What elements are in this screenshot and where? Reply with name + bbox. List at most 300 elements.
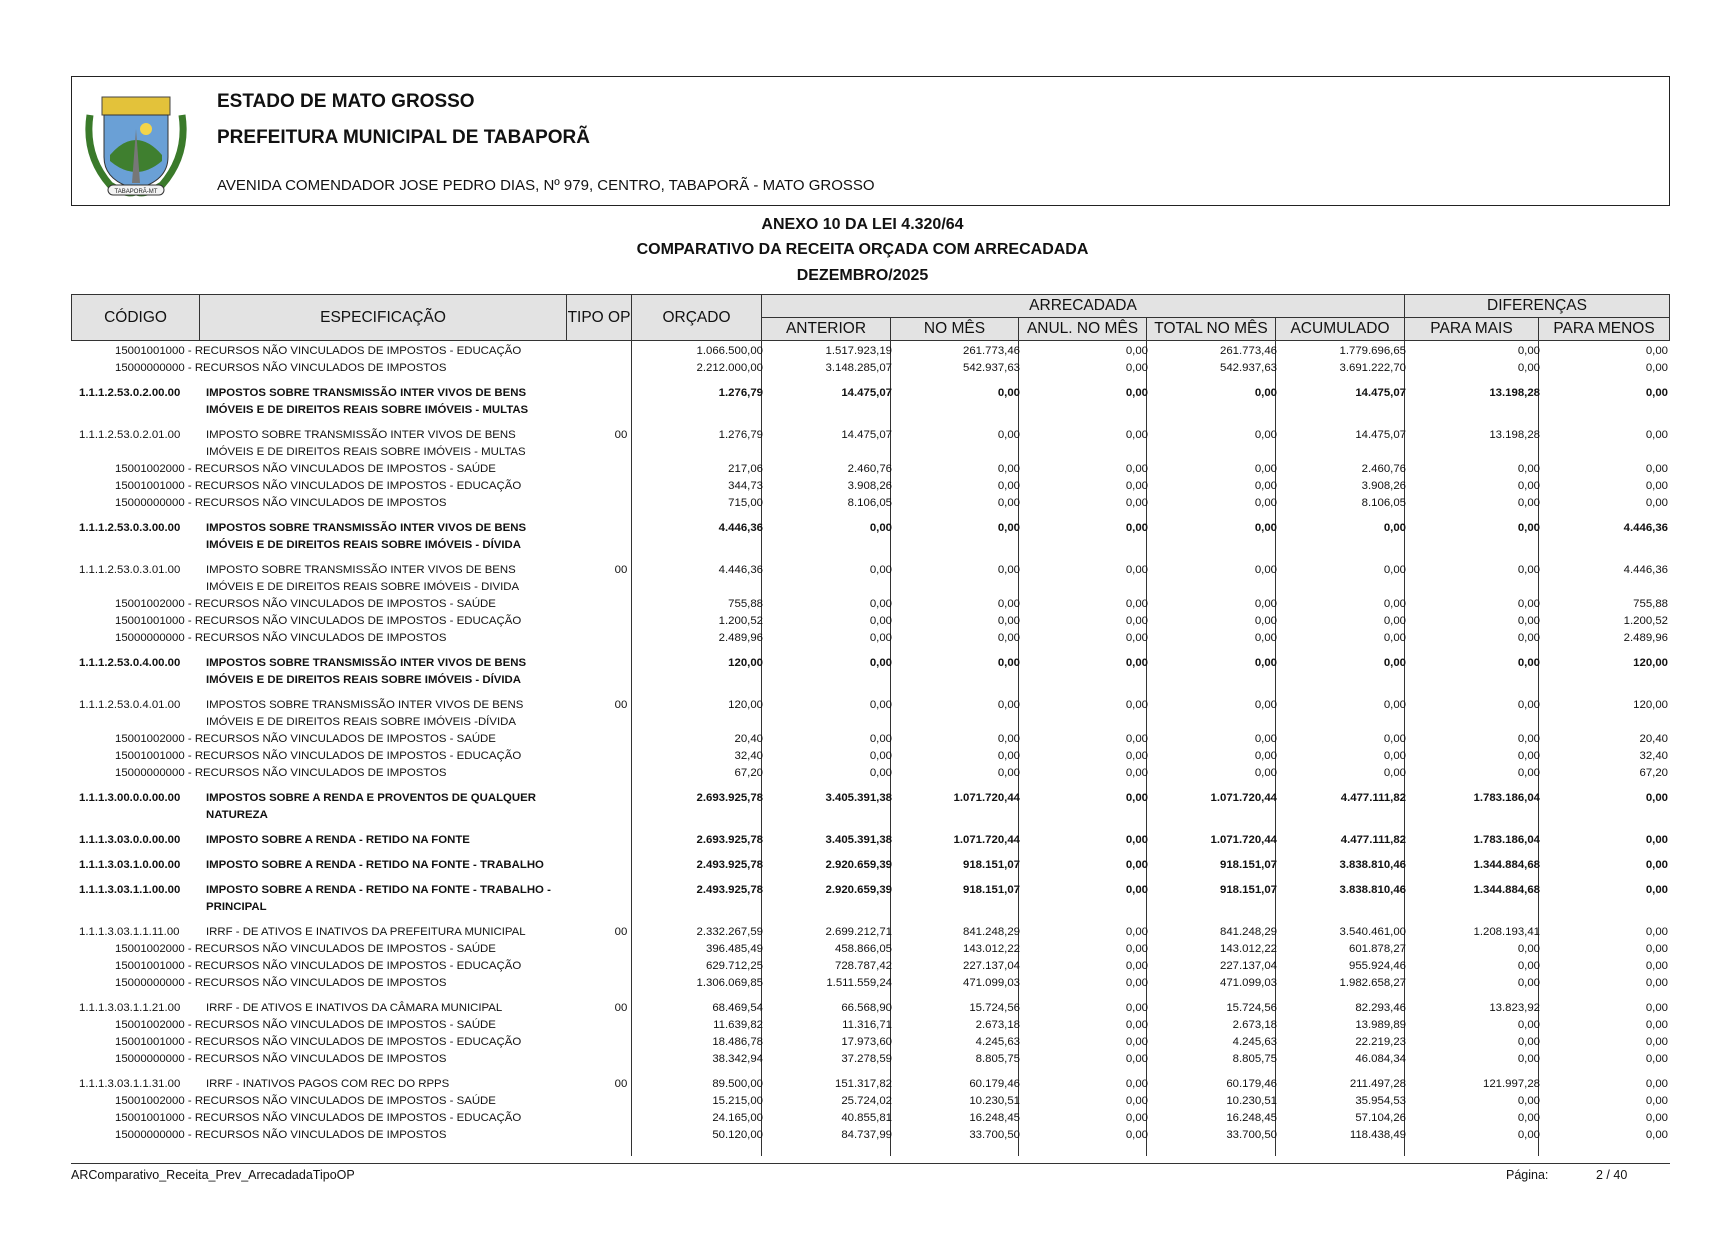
value-cell: 0,00 — [869, 632, 892, 644]
value-cell: 3.405.391,38 — [825, 834, 892, 846]
value-cell: 1.071.720,44 — [1210, 834, 1277, 846]
value-cell: 1.982.658,27 — [1339, 977, 1406, 989]
resource-source-label — [115, 765, 447, 782]
table-row — [71, 697, 1670, 728]
value-cell: 0,00 — [1517, 750, 1540, 762]
value-cell: 261.773,46 — [1219, 345, 1277, 357]
col-acumulado: ACUMULADO — [1275, 317, 1405, 341]
value-cell: 0,00 — [869, 522, 892, 534]
resource-source-label — [115, 958, 521, 975]
col-orcado: ORÇADO — [631, 294, 762, 341]
source-code: 15001002000 — [115, 598, 185, 610]
table-row — [71, 958, 1670, 975]
value-cell: 0,00 — [1125, 564, 1148, 576]
value-cell: 4.245,63 — [1232, 1036, 1277, 1048]
value-cell: 1.344.884,68 — [1473, 884, 1540, 896]
value-cell: 60.179,46 — [1226, 1078, 1277, 1090]
table-row — [71, 924, 1670, 941]
value-cell: 0,00 — [1645, 884, 1668, 896]
value-cell: 715,00 — [728, 497, 763, 509]
value-cell: 0,00 — [1517, 733, 1540, 745]
value-cell: 143.012,22 — [962, 943, 1020, 955]
separator: - — [184, 977, 195, 989]
table-row — [71, 1000, 1670, 1017]
tipo-op-cell: 00 — [614, 699, 628, 711]
value-cell: 0,00 — [1383, 750, 1406, 762]
state-name: ESTADO DE MATO GROSSO — [217, 91, 475, 112]
value-cell: 0,00 — [1517, 1095, 1540, 1107]
value-cell: 16.248,45 — [969, 1112, 1020, 1124]
value-cell: 4.446,36 — [1623, 564, 1668, 576]
separator: - — [184, 632, 195, 644]
account-code: 1.1.1.2.53.0.2.01.00 — [79, 429, 181, 441]
separator: - — [184, 750, 195, 762]
value-cell: 0,00 — [997, 699, 1020, 711]
resource-source-label — [115, 731, 496, 748]
value-cell: 10.230,51 — [969, 1095, 1020, 1107]
value-cell: 4.446,36 — [718, 522, 763, 534]
source-code: 15000000000 — [115, 632, 185, 644]
table-row — [71, 1034, 1670, 1051]
value-cell: 0,00 — [1383, 564, 1406, 576]
value-cell: 68.469,54 — [712, 1002, 763, 1014]
source-code: 15001001000 — [115, 480, 185, 492]
value-cell: 14.475,07 — [1355, 387, 1406, 399]
value-cell: 0,00 — [1254, 463, 1277, 475]
table-row — [71, 857, 1670, 874]
value-cell: 0,00 — [1125, 1019, 1148, 1031]
value-cell: 1.276,79 — [718, 387, 763, 399]
separator: - — [184, 615, 195, 627]
value-cell: 0,00 — [1383, 632, 1406, 644]
value-cell: 33.700,50 — [1226, 1129, 1277, 1141]
value-cell: 0,00 — [1645, 859, 1668, 871]
value-cell: 0,00 — [1383, 522, 1406, 534]
value-cell: 0,00 — [1125, 834, 1148, 846]
separator: - — [184, 345, 195, 357]
col-tipo-op: TIPO OP — [566, 294, 632, 341]
resource-source-label — [115, 1093, 496, 1110]
value-cell: 3.540.461,00 — [1339, 926, 1406, 938]
value-cell: 0,00 — [1645, 1002, 1668, 1014]
value-cell: 918.151,07 — [962, 859, 1020, 871]
value-cell: 2.460,76 — [847, 463, 892, 475]
value-cell: 14.475,07 — [841, 429, 892, 441]
separator: - — [184, 1053, 195, 1065]
col-para-menos: PARA MENOS — [1538, 317, 1670, 341]
value-cell: 0,00 — [1517, 522, 1540, 534]
value-cell: 3.691.222,70 — [1339, 362, 1406, 374]
address: AVENIDA COMENDADOR JOSE PEDRO DIAS, Nº 979, CENTRO, TABAPORÃ - MATO GROSSO — [217, 177, 875, 194]
value-cell: 2.673,18 — [1232, 1019, 1277, 1031]
value-cell: 16.248,45 — [1226, 1112, 1277, 1124]
source-code: 15000000000 — [115, 362, 185, 374]
value-cell: 0,00 — [1125, 1002, 1148, 1014]
account-code: 1.1.1.3.00.0.0.00.00 — [79, 792, 181, 804]
value-cell: 0,00 — [1517, 564, 1540, 576]
col-total-no-mes: TOTAL NO MÊS — [1146, 317, 1276, 341]
table-body — [71, 341, 1670, 1156]
account-spec-continued: IMÓVEIS E DE DIREITOS REAIS SOBRE IMÓVEIS - MULTAS — [206, 446, 526, 458]
value-cell: 2.493.925,78 — [696, 884, 763, 896]
value-cell: 0,00 — [1125, 943, 1148, 955]
account-spec: IRRF - INATIVOS PAGOS COM REC DO RPPS — [206, 1078, 450, 1090]
account-spec: IMPOSTO SOBRE A RENDA - RETIDO NA FONTE - TRABALHO - — [206, 884, 551, 896]
report-title-1: ANEXO 10 DA LEI 4.320/64 — [761, 216, 964, 233]
value-cell: 471.099,03 — [962, 977, 1020, 989]
resource-source-label — [115, 748, 521, 765]
value-cell: 0,00 — [997, 632, 1020, 644]
value-cell: 38.342,94 — [712, 1053, 763, 1065]
account-code: 1.1.1.2.53.0.3.01.00 — [79, 564, 181, 576]
value-cell: 20,40 — [734, 733, 763, 745]
source-code: 15001002000 — [115, 1095, 185, 1107]
account-code: 1.1.1.3.03.1.1.00.00 — [79, 884, 181, 896]
value-cell: 15.724,56 — [969, 1002, 1020, 1014]
value-cell: 0,00 — [1645, 1053, 1668, 1065]
resource-source-label — [115, 461, 496, 478]
value-cell: 0,00 — [1517, 1019, 1540, 1031]
separator: - — [184, 497, 195, 509]
col-especificacao: ESPECIFICAÇÃO — [199, 294, 567, 341]
account-spec-continued: IMÓVEIS E DE DIREITOS REAIS SOBRE IMÓVEIS - DÍVIDA — [206, 674, 521, 686]
table-row — [71, 1127, 1670, 1144]
value-cell: 0,00 — [1254, 480, 1277, 492]
col-para-mais: PARA MAIS — [1404, 317, 1539, 341]
table-row — [71, 520, 1670, 551]
resource-source-label — [115, 1127, 447, 1144]
value-cell: 120,00 — [728, 657, 763, 669]
value-cell: 0,00 — [1645, 345, 1668, 357]
source-spec: RECURSOS NÃO VINCULADOS DE IMPOSTOS - EDUCAÇÃO — [194, 1112, 522, 1124]
value-cell: 118.438,49 — [1349, 1129, 1406, 1141]
value-cell: 0,00 — [1383, 615, 1406, 627]
table-row — [71, 1076, 1670, 1093]
value-cell: 1.306.069,85 — [696, 977, 763, 989]
value-cell: 0,00 — [1125, 497, 1148, 509]
account-spec: IMPOSTO SOBRE A RENDA - RETIDO NA FONTE - TRABALHO — [206, 859, 544, 871]
source-spec: RECURSOS NÃO VINCULADOS DE IMPOSTOS — [194, 632, 447, 644]
value-cell: 2.489,96 — [1623, 632, 1668, 644]
value-cell: 3.838.810,46 — [1339, 859, 1406, 871]
value-cell: 0,00 — [1254, 387, 1277, 399]
value-cell: 841.248,29 — [962, 926, 1020, 938]
source-spec: RECURSOS NÃO VINCULADOS DE IMPOSTOS - EDUCAÇÃO — [194, 750, 522, 762]
table-row — [71, 596, 1670, 613]
value-cell: 0,00 — [997, 387, 1020, 399]
source-spec: RECURSOS NÃO VINCULADOS DE IMPOSTOS — [194, 1053, 447, 1065]
value-cell: 0,00 — [1517, 943, 1540, 955]
value-cell: 0,00 — [1125, 387, 1148, 399]
value-cell: 2.493.925,78 — [696, 859, 763, 871]
value-cell: 0,00 — [997, 480, 1020, 492]
separator: - — [184, 767, 195, 779]
separator: - — [184, 1036, 195, 1048]
account-code: 1.1.1.3.03.1.1.31.00 — [79, 1078, 181, 1090]
value-cell: 0,00 — [1645, 1095, 1668, 1107]
footer-divider — [71, 1163, 1670, 1164]
value-cell: 1.783.186,04 — [1473, 834, 1540, 846]
tipo-op-cell: 00 — [614, 1002, 628, 1014]
value-cell: 10.230,51 — [1226, 1095, 1277, 1107]
value-cell: 0,00 — [1645, 943, 1668, 955]
value-cell: 4.446,36 — [1623, 522, 1668, 534]
value-cell: 0,00 — [869, 767, 892, 779]
source-spec: RECURSOS NÃO VINCULADOS DE IMPOSTOS - SAÚDE — [194, 463, 496, 475]
source-code: 15001001000 — [115, 345, 185, 357]
table-header — [71, 294, 1670, 341]
separator: - — [184, 1129, 195, 1141]
value-cell: 121.997,28 — [1482, 1078, 1540, 1090]
value-cell: 755,88 — [1633, 598, 1668, 610]
value-cell: 0,00 — [1125, 750, 1148, 762]
value-cell: 0,00 — [1254, 429, 1277, 441]
value-cell: 0,00 — [997, 750, 1020, 762]
value-cell: 1.511.559,24 — [826, 977, 892, 989]
value-cell: 0,00 — [1383, 733, 1406, 745]
value-cell: 1.276,79 — [718, 429, 763, 441]
tipo-op-cell: 00 — [614, 1078, 628, 1090]
separator: - — [184, 960, 195, 972]
account-spec: IMPOSTOS SOBRE A RENDA E PROVENTOS DE QUALQUER — [206, 792, 536, 804]
table-row — [71, 1017, 1670, 1034]
table-row — [71, 360, 1670, 377]
source-code: 15000000000 — [115, 497, 185, 509]
value-cell: 0,00 — [1517, 480, 1540, 492]
source-spec: RECURSOS NÃO VINCULADOS DE IMPOSTOS - SAÚDE — [194, 943, 496, 955]
account-spec-continued: PRINCIPAL — [206, 901, 267, 913]
value-cell: 40.855,81 — [841, 1112, 892, 1124]
value-cell: 15.724,56 — [1226, 1002, 1277, 1014]
value-cell: 728.787,42 — [834, 960, 892, 972]
value-cell: 17.973,60 — [841, 1036, 892, 1048]
value-cell: 0,00 — [1517, 1129, 1540, 1141]
value-cell: 0,00 — [1645, 480, 1668, 492]
resource-source-label — [115, 613, 521, 630]
value-cell: 0,00 — [1254, 750, 1277, 762]
table-row — [71, 1093, 1670, 1110]
value-cell: 120,00 — [1633, 699, 1668, 711]
source-code: 15001002000 — [115, 1019, 185, 1031]
value-cell: 0,00 — [1645, 362, 1668, 374]
value-cell: 0,00 — [1383, 767, 1406, 779]
value-cell: 22.219,23 — [1355, 1036, 1406, 1048]
table-row — [71, 562, 1670, 593]
value-cell: 33.700,50 — [969, 1129, 1020, 1141]
value-cell: 14.475,07 — [841, 387, 892, 399]
value-cell: 0,00 — [1645, 1129, 1668, 1141]
source-spec: RECURSOS NÃO VINCULADOS DE IMPOSTOS - SAÚDE — [194, 733, 496, 745]
value-cell: 0,00 — [1254, 767, 1277, 779]
value-cell: 918.151,07 — [962, 884, 1020, 896]
value-cell: 0,00 — [1517, 598, 1540, 610]
account-spec: IMPOSTOS SOBRE TRANSMISSÃO INTER VIVOS DE BENS — [206, 387, 527, 399]
value-cell: 1.344.884,68 — [1473, 859, 1540, 871]
value-cell: 0,00 — [1125, 977, 1148, 989]
value-cell: 0,00 — [997, 598, 1020, 610]
value-cell: 0,00 — [1645, 429, 1668, 441]
value-cell: 3.908,26 — [847, 480, 892, 492]
value-cell: 60.179,46 — [969, 1078, 1020, 1090]
value-cell: 0,00 — [869, 615, 892, 627]
account-code: 1.1.1.2.53.0.2.00.00 — [79, 387, 181, 399]
value-cell: 0,00 — [1645, 834, 1668, 846]
value-cell: 0,00 — [1517, 657, 1540, 669]
value-cell: 20,40 — [1639, 733, 1668, 745]
account-spec: IRRF - DE ATIVOS E INATIVOS DA CÂMARA MUNICIPAL — [206, 1002, 503, 1014]
value-cell: 3.405.391,38 — [825, 792, 892, 804]
value-cell: 18.486,78 — [712, 1036, 763, 1048]
table-row — [71, 630, 1670, 647]
value-cell: 1.208.193,41 — [1473, 926, 1540, 938]
value-cell: 2.699.212,71 — [825, 926, 892, 938]
value-cell: 24.165,00 — [712, 1112, 763, 1124]
table-row — [71, 478, 1670, 495]
value-cell: 0,00 — [997, 767, 1020, 779]
source-spec: RECURSOS NÃO VINCULADOS DE IMPOSTOS — [194, 1129, 447, 1141]
source-code: 15001001000 — [115, 960, 185, 972]
source-spec: RECURSOS NÃO VINCULADOS DE IMPOSTOS - EDUCAÇÃO — [194, 345, 522, 357]
value-cell: 0,00 — [1125, 699, 1148, 711]
value-cell: 0,00 — [997, 463, 1020, 475]
report-name: ARComparativo_Receita_Prev_ArrecadadaTipoOP — [71, 1168, 355, 1182]
resource-source-label — [115, 596, 496, 613]
separator: - — [184, 1095, 195, 1107]
value-cell: 82.293,46 — [1355, 1002, 1406, 1014]
value-cell: 0,00 — [1383, 598, 1406, 610]
value-cell: 918.151,07 — [1219, 859, 1277, 871]
source-spec: RECURSOS NÃO VINCULADOS DE IMPOSTOS — [194, 362, 447, 374]
value-cell: 0,00 — [1254, 564, 1277, 576]
value-cell: 0,00 — [1645, 463, 1668, 475]
value-cell: 0,00 — [1517, 960, 1540, 972]
page-number: 2 / 40 — [1596, 1168, 1628, 1182]
table-row — [71, 882, 1670, 913]
resource-source-label — [115, 975, 447, 992]
account-spec: IMPOSTO SOBRE TRANSMISSÃO INTER VIVOS DE BENS — [206, 429, 516, 441]
source-code: 15000000000 — [115, 1053, 185, 1065]
col-no-mes: NO MÊS — [890, 317, 1019, 341]
value-cell: 0,00 — [997, 615, 1020, 627]
value-cell: 0,00 — [1125, 792, 1148, 804]
value-cell: 0,00 — [1254, 699, 1277, 711]
col-diferencas: DIFERENÇAS — [1404, 294, 1670, 318]
value-cell: 1.071.720,44 — [953, 792, 1020, 804]
value-cell: 542.937,63 — [962, 362, 1020, 374]
table-row — [71, 427, 1670, 458]
source-code: 15001001000 — [115, 615, 185, 627]
value-cell: 955.924,46 — [1348, 960, 1406, 972]
value-cell: 0,00 — [1254, 632, 1277, 644]
value-cell: 0,00 — [1517, 767, 1540, 779]
value-cell: 120,00 — [1633, 657, 1668, 669]
source-spec: RECURSOS NÃO VINCULADOS DE IMPOSTOS - EDUCAÇÃO — [194, 960, 522, 972]
value-cell: 396.485,49 — [705, 943, 763, 955]
resource-source-label — [115, 1034, 521, 1051]
table-row — [71, 343, 1670, 360]
header-box — [71, 76, 1670, 206]
separator: - — [184, 463, 195, 475]
value-cell: 84.737,99 — [841, 1129, 892, 1141]
value-cell: 1.200,52 — [718, 615, 763, 627]
source-code: 15000000000 — [115, 767, 185, 779]
value-cell: 2.693.925,78 — [696, 792, 763, 804]
value-cell: 0,00 — [1125, 767, 1148, 779]
value-cell: 0,00 — [1125, 362, 1148, 374]
value-cell: 0,00 — [1645, 387, 1668, 399]
value-cell: 211.497,28 — [1349, 1078, 1406, 1090]
table-row — [71, 613, 1670, 630]
value-cell: 0,00 — [869, 657, 892, 669]
value-cell: 0,00 — [1383, 699, 1406, 711]
value-cell: 0,00 — [1517, 345, 1540, 357]
value-cell: 0,00 — [1645, 1112, 1668, 1124]
value-cell: 344,73 — [728, 480, 763, 492]
value-cell: 601.878,27 — [1348, 943, 1406, 955]
source-spec: RECURSOS NÃO VINCULADOS DE IMPOSTOS - EDUCAÇÃO — [194, 480, 522, 492]
source-spec: RECURSOS NÃO VINCULADOS DE IMPOSTOS — [194, 767, 447, 779]
value-cell: 0,00 — [1125, 1129, 1148, 1141]
page-label: Página: — [1506, 1168, 1549, 1182]
value-cell: 151.317,82 — [834, 1078, 892, 1090]
value-cell: 0,00 — [1125, 733, 1148, 745]
value-cell: 0,00 — [1517, 362, 1540, 374]
account-spec-continued: IMÓVEIS E DE DIREITOS REAIS SOBRE IMÓVEIS - DÍVIDA — [206, 539, 521, 551]
value-cell: 0,00 — [1125, 884, 1148, 896]
value-cell: 0,00 — [997, 564, 1020, 576]
separator: - — [184, 943, 195, 955]
value-cell: 0,00 — [1517, 977, 1540, 989]
table-row — [71, 765, 1670, 782]
value-cell: 2.489,96 — [718, 632, 763, 644]
col-anterior: ANTERIOR — [761, 317, 891, 341]
report-title-3: DEZEMBRO/2025 — [796, 267, 929, 284]
value-cell: 25.724,02 — [841, 1095, 892, 1107]
value-cell: 32,40 — [1639, 750, 1668, 762]
value-cell: 0,00 — [1254, 598, 1277, 610]
resource-source-label — [115, 1017, 496, 1034]
value-cell: 11.639,82 — [713, 1019, 763, 1031]
value-cell: 3.838.810,46 — [1339, 884, 1406, 896]
account-code: 1.1.1.3.03.1.1.11.00 — [79, 926, 180, 938]
value-cell: 89.500,00 — [712, 1078, 763, 1090]
value-cell: 261.773,46 — [962, 345, 1020, 357]
value-cell: 0,00 — [997, 497, 1020, 509]
value-cell: 0,00 — [1645, 792, 1668, 804]
value-cell: 8.106,05 — [847, 497, 892, 509]
source-code: 15001001000 — [115, 750, 185, 762]
value-cell: 0,00 — [869, 564, 892, 576]
col-anul-no-mes: ANUL. NO MÊS — [1018, 317, 1147, 341]
value-cell: 0,00 — [1125, 1112, 1148, 1124]
value-cell: 0,00 — [1383, 657, 1406, 669]
value-cell: 1.783.186,04 — [1473, 792, 1540, 804]
value-cell: 1.779.696,65 — [1339, 345, 1406, 357]
account-spec-continued: IMÓVEIS E DE DIREITOS REAIS SOBRE IMÓVEIS - MULTAS — [206, 404, 529, 416]
value-cell: 3.908,26 — [1361, 480, 1406, 492]
value-cell: 918.151,07 — [1219, 884, 1277, 896]
tipo-op-cell: 00 — [614, 429, 628, 441]
value-cell: 0,00 — [1125, 463, 1148, 475]
value-cell: 57.104,26 — [1355, 1112, 1406, 1124]
tipo-op-cell: 00 — [614, 926, 628, 938]
value-cell: 14.475,07 — [1355, 429, 1406, 441]
value-cell: 0,00 — [997, 733, 1020, 745]
value-cell: 67,20 — [734, 767, 763, 779]
account-code: 1.1.1.3.03.1.0.00.00 — [79, 859, 181, 871]
value-cell: 0,00 — [1517, 1053, 1540, 1065]
table-row — [71, 1110, 1670, 1127]
